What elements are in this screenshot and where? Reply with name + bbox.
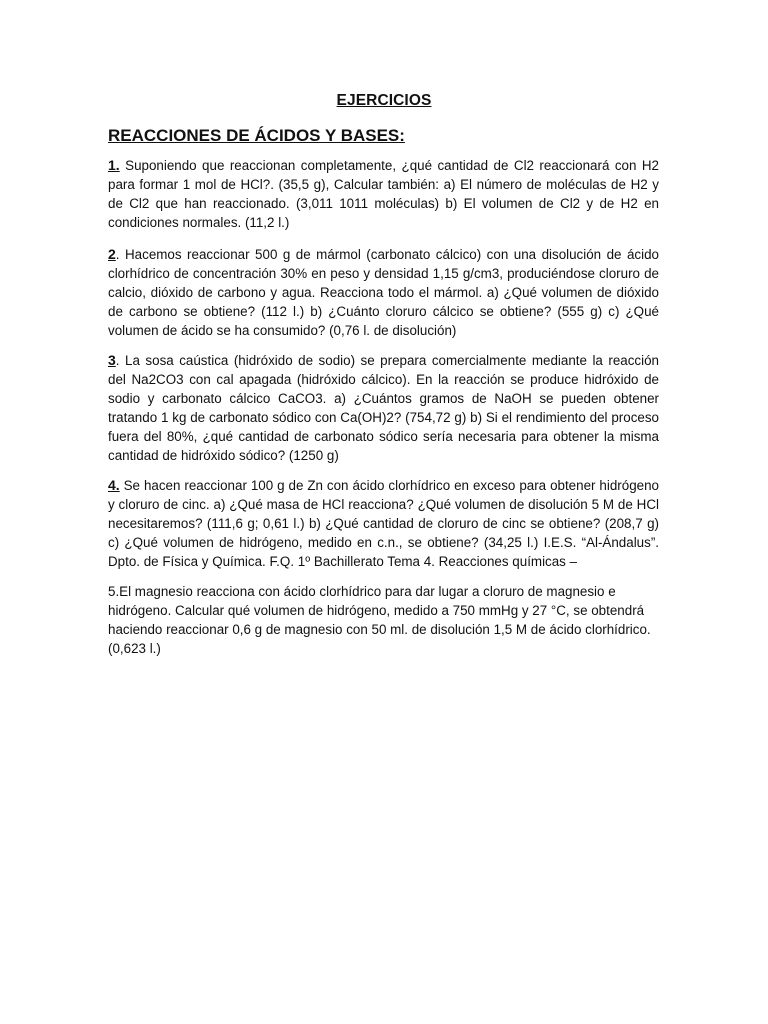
- exercise-number: 4.: [108, 477, 120, 493]
- exercise-number: 3: [108, 352, 116, 368]
- exercise-text: Suponiendo que reaccionan completamente, ¿qué cantidad de Cl2 reaccionará con H2 para formar 1 mol de HCl?. (35,5 g), Calcular también: a) El número de moléculas de H2 y de Cl2 que han reaccionado. (3,011 1011 moléculas) b) El volumen de Cl2 y de H2 en condiciones normales. (11,2 l.): [108, 158, 659, 230]
- exercise-text: . La sosa caústica (hidróxido de sodio) se prepara comercialmente mediante la reacción del Na2CO3 con cal apagada (hidróxido cálcico). En la reacción se produce hidróxido de sodio y carbonato cálcico CaCO3. a) ¿Cuántos gramos de NaOH se pueden obtener tratando 1 kg de carbonato sódico con Ca(OH)2? (754,72 g) b) Si el rendimiento del proceso fuera del 80%, ¿qué cantidad de carbonato sódico sería necesaria para obtener la misma cantidad de hidróxido sódico? (1250 g): [108, 353, 659, 463]
- exercise-2: [108, 245, 659, 340]
- exercise-3: [108, 351, 659, 465]
- exercise-text: 5.El magnesio reacciona con ácido clorhídrico para dar lugar a cloruro de magnesio e hidrógeno. Calcular qué volumen de hidrógeno, medido a 750 mmHg y 27 °C, se obtendrá haciendo reaccionar 0,6 g de magnesio con 50 ml. de disolución 1,5 M de ácido clorhídrico. (0,623 l.): [108, 584, 651, 656]
- exercise-4: [108, 476, 659, 571]
- page-title: EJERCICIOS: [336, 92, 432, 109]
- exercise-number: 1.: [108, 157, 120, 173]
- exercise-5: [108, 582, 659, 658]
- section-heading: REACCIONES DE ÁCIDOS Y BASES:: [108, 126, 405, 145]
- exercise-1: [108, 156, 659, 232]
- exercise-text: . Hacemos reaccionar 500 g de mármol (carbonato cálcico) con una disolución de ácido clorhídrico de concentración 30% en peso y densidad 1,15 g/cm3, produciéndose cloruro de calcio, dióxido de carbono y agua. Reacciona todo el mármol. a) ¿Qué volumen de dióxido de carbono se obtiene? (112 l.) b) ¿Cuánto cloruro cálcico se obtiene? (555 g) c) ¿Qué volumen de ácido se ha consumido? (0,76 l. de disolución): [108, 247, 659, 338]
- exercise-number: 2: [108, 246, 116, 262]
- exercise-text: Se hacen reaccionar 100 g de Zn con ácido clorhídrico en exceso para obtener hidrógeno y cloruro de cinc. a) ¿Qué masa de HCl reacciona? ¿Qué volumen de disolución 5 M de HCl necesitaremos? (111,6 g; 0,61 l.) b) ¿Qué cantidad de cloruro de cinc se obtiene? (208,7 g) c) ¿Qué volumen de hidrógeno, medido en c.n., se obtiene? (34,25 l.) I.E.S. “Al-Ándalus”. Dpto. de Física y Química. F.Q. 1º Bachillerato Tema 4. Reacciones químicas –: [108, 478, 659, 569]
